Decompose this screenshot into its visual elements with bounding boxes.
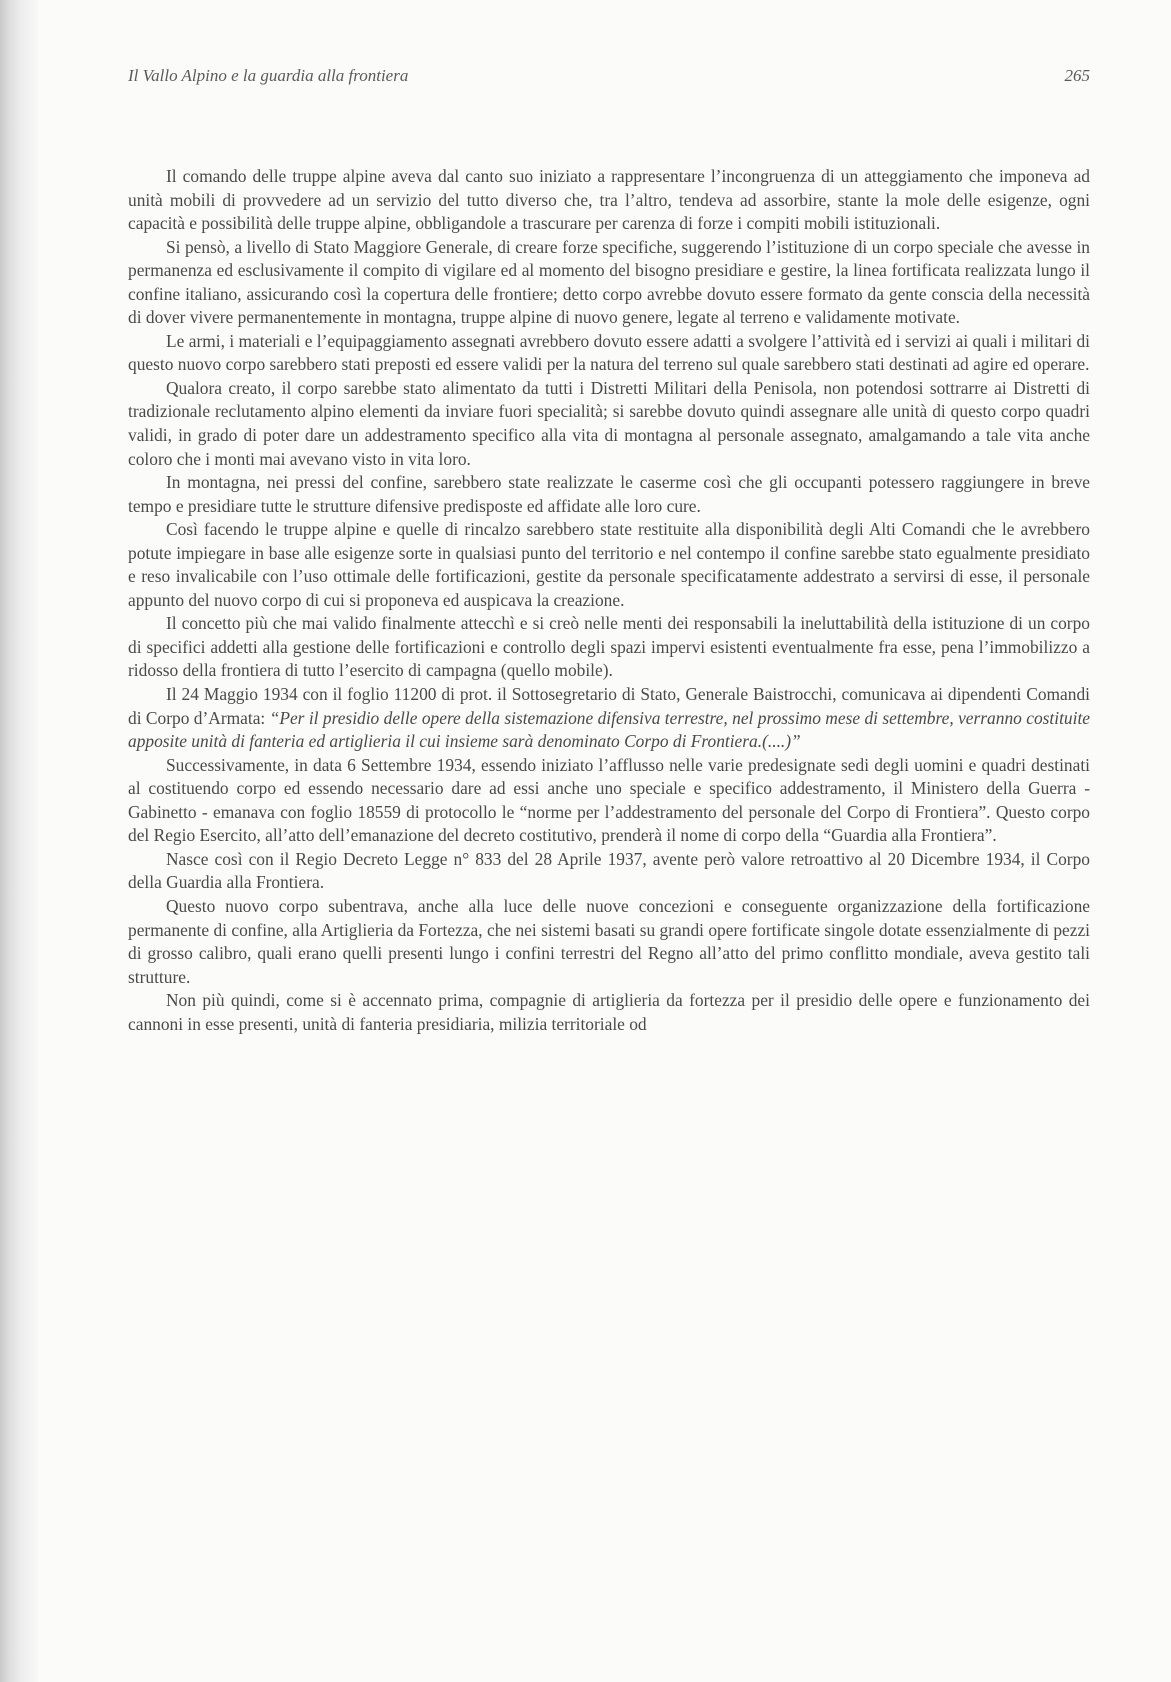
paragraph: Questo nuovo corpo subentrava, anche alla luce delle nuove concezioni e conseguente organizzazione della fortificazione permanente di confine, alla Artiglieria da Fortezza, che nei sistemi basati su grandi opere fortificate singole dotate essenzialmente di pezzi di grosso calibro, quali erano quelli presenti lungo i confini terrestri del Regno all’atto del primo conflitto mondiale, aveva gestito tali strutture. [128, 895, 1090, 987]
paragraph: Nasce così con il Regio Decreto Legge n° 833 del 28 Aprile 1937, avente però valore retroattivo al 20 Dicembre 1934, il Corpo della Guardia alla Frontiera. [128, 848, 1090, 893]
binding-gutter-shadow [0, 0, 38, 1682]
paragraph-with-quote [128, 683, 1090, 754]
paragraph: Il comando delle truppe alpine aveva dal canto suo iniziato a rappresentare l’incongruenza di un atteggiamento che imponeva ad unità mobili di provvedere ad un servizio del tutto diverso che, tra l’altro, tendeva ad assorbire, stante la mole delle esigenze, ogni capacità e possibilità delle truppe alpine, obbligandole a trascurare per carenza di forze i compiti mobili istituzionali. [128, 166, 1090, 234]
paragraph: Successivamente, in data 6 Settembre 1934, essendo iniziato l’afflusso nelle varie predesignate sedi degli uomini e quadri destinati al costituendo corpo ed essendo necessario dare ad essi anche uno speciale e specifico addestramento, il Ministero della Guerra - Gabinetto - emanava con foglio 18559 di protocollo le “norme per l’addestramento del personale del Corpo di Frontiera”. Questo corpo del Regio Esercito, all’atto dell’emanazione del decreto costitutivo, prenderà il nome di corpo della “Guardia alla Frontiera”. [128, 754, 1090, 846]
body-text [128, 165, 1090, 1036]
page-number: 265 [1064, 66, 1090, 85]
paragraph: Qualora creato, il corpo sarebbe stato alimentato da tutti i Distretti Militari della Penisola, non potendosi sottrarre ai Distretti di tradizionale reclutamento alpino elementi da inviare fuori specialità; si sarebbe dovuto quindi assegnare alle unità di questo corpo quadri validi, in grado di poter dare un addestramento specifico alla vita di montagna al personale assegnato, amalgamando a tale vita anche coloro che i monti mai avevano visto in vita loro. [128, 377, 1090, 469]
paragraph: Le armi, i materiali e l’equipaggiamento assegnati avrebbero dovuto essere adatti a svolgere l’attività ed i servizi ai quali i militari di questo nuovo corpo sarebbero stati preposti ed essere validi per la natura del terreno sul quale sarebbero stati destinati ad agire ed operare. [128, 330, 1090, 375]
paragraph: In montagna, nei pressi del confine, sarebbero state realizzate le caserme così che gli occupanti potessero raggiungere in breve tempo e presidiare tutte le strutture difensive predisposte ed affidate alle loro cure. [128, 472, 1090, 516]
running-header [128, 66, 1090, 92]
paragraph-lead: Il 24 Maggio 1934 con il foglio 11200 di prot. il Sottosegretario di Stato, Generale Baistrocchi, comunicava ai dipendenti Comandi di Corpo d’Armata: [128, 684, 1090, 728]
paragraph: Così facendo le truppe alpine e quelle di rincalzo sarebbero state restituite alla disponibilità degli Alti Comandi che le avrebbero potute impiegare in base alle esigenze sorte in qualsiasi punto del territorio e nel contempo il confine sarebbe stato egualmente presidiato e reso invalicabile con l’uso ottimale delle fortificazioni, gestite da personale specificatamente addestrato a servirsi di esse, il personale appunto del nuovo corpo di cui si proponeva ed auspicava la creazione. [128, 519, 1090, 610]
paragraph: Il concetto più che mai valido finalmente attecchì e si creò nelle menti dei responsabili la ineluttabilità della istituzione di un corpo di specifici addetti alla gestione delle fortificazioni e controllo degli spazi impervi esistenti eventualmente fra esse, pena l’immobilizzo a ridosso della frontiera di tutto l’esercito di campagna (quello mobile). [128, 613, 1090, 681]
paragraph: Si pensò, a livello di Stato Maggiore Generale, di creare forze specifiche, suggerendo l’istituzione di un corpo speciale che avesse in permanenza ed esclusivamente il compito di vigilare ed al momento del bisogno presidiare e gestire, la linea fortificata realizzata lungo il confine italiano, assicurando così la copertura delle frontiere; detto corpo avrebbe dovuto essere formato da gente conscia della necessità di dover vivere permanentemente in montagna, truppe alpine di nuovo genere, legate al terreno e validamente motivate. [128, 236, 1090, 328]
quoted-order: “Per il presidio delle opere della sistemazione difensiva terrestre, nel prossimo mese di settembre, verranno costituite apposite unità di fanteria ed artiglieria il cui insieme sarà denominato Corpo di Frontiera.(....)” [128, 707, 1090, 752]
paragraph: Non più quindi, come si è accennato prima, compagnie di artiglieria da fortezza per il presidio delle opere e funzionamento dei cannoni in esse presenti, unità di fanteria presidiaria, milizia territoriale od [128, 990, 1090, 1034]
running-title: Il Vallo Alpino e la guardia alla frontiera [128, 66, 409, 85]
